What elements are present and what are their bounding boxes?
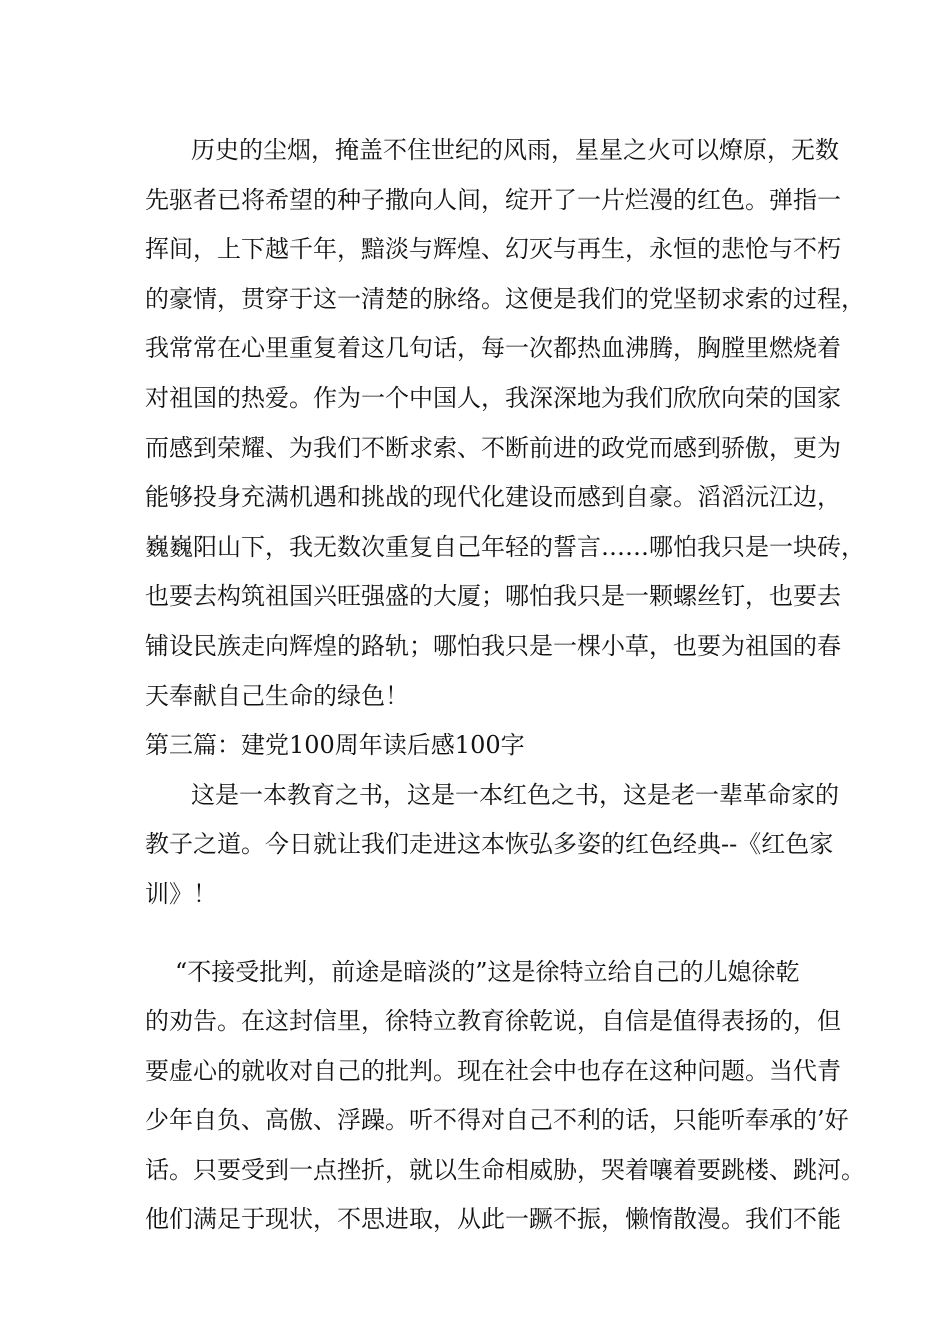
paragraph-line: 他们满足于现状，不思进取，从此一蹶不振，懒惰散漫。我们不能 (145, 1205, 841, 1234)
paragraph-line: 历史的尘烟，掩盖不住世纪的风雨，星星之火可以燎原，无数 (191, 136, 839, 164)
paragraph-line: 铺设民族走向辉煌的路轨；哪怕我只是一棵小草，也要为祖国的春 (145, 631, 841, 660)
paragraph-1 (145, 126, 865, 721)
paragraph-line: 巍巍阳山下，我无数次重复自己年轻的誓言……哪怕我只是一块砖， (145, 532, 865, 561)
paragraph-line: 我常常在心里重复着这几句话，每一次都热血沸腾，胸膛里燃烧着 (145, 334, 841, 363)
paragraph-line: 这是一本教育之书，这是一本红色之书，这是老一辈革命家的 (191, 780, 839, 809)
paragraph-line: 对祖国的热爱。作为一个中国人，我深深地为我们欣欣向荣的国家 (145, 383, 841, 412)
paragraph-line: 能够投身充满机遇和挑战的现代化建设而感到自豪。滔滔沅江边， (145, 483, 841, 512)
paragraph-line: 先驱者已将希望的种子撒向人间，绽开了一片烂漫的红色。弹指一 (145, 185, 841, 214)
paragraph-3 (145, 948, 865, 1246)
paragraph-line: 训》！ (145, 879, 217, 908)
paragraph-line: 而感到荣耀、为我们不断求索、不断前进的政党而感到骄傲，更为 (145, 433, 841, 462)
paragraph-line: 话。只要受到一点挫折，就以生命相威胁，哭着嚷着要跳楼、跳河。 (145, 1155, 865, 1184)
paragraph-spacer (145, 920, 825, 948)
paragraph-line: “不接受批判，前途是暗淡的”这是徐特立给自己的儿媳徐乾 (175, 957, 800, 986)
document-body (145, 126, 865, 1245)
paragraph-line: 教子之道。今日就让我们走进这本恢弘多姿的红色经典--《红色家 (145, 830, 834, 859)
paragraph-line: 少年自负、高傲、浮躁。听不得对自己不利的话，只能听奉承的’好 (145, 1106, 849, 1135)
paragraph-line: 也要去构筑祖国兴旺强盛的大厦；哪怕我只是一颗螺丝钉，也要去 (145, 582, 841, 611)
paragraph-line: 的豪情，贯穿于这一清楚的脉络。这便是我们的党坚韧求索的过程， (145, 284, 865, 313)
paragraph-line: 要虚心的就收对自己的批判。现在社会中也存在这种问题。当代青 (145, 1056, 841, 1085)
paragraph-line: 天奉献自己生命的绿色！ (145, 681, 409, 710)
paragraph-2 (145, 771, 839, 920)
section-heading: 第三篇：建党100周年读后感100字 (145, 731, 525, 760)
paragraph-line: 的劝告。在这封信里，徐特立教育徐乾说，自信是值得表扬的，但 (145, 1007, 841, 1036)
paragraph-line: 挥间，上下越千年，黯淡与辉煌、幻灭与再生，永恒的悲怆与不朽 (145, 235, 841, 264)
